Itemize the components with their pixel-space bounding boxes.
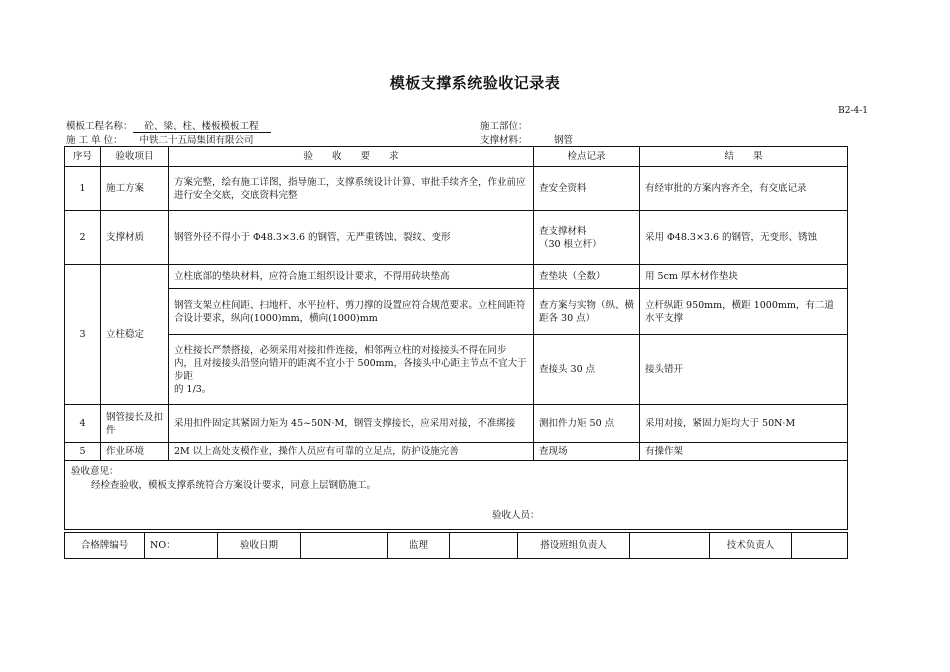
inspection-date-label: 验收日期 (218, 533, 301, 559)
team-leader-label: 搭设班组负责人 (518, 533, 630, 559)
team-leader-value (630, 533, 710, 559)
header-result: 结 果 (640, 147, 848, 167)
opinion-text: 经检查验收，模板支撑系统符合方案设计要求，同意上层钢筋施工。 (91, 480, 377, 491)
table-row (65, 335, 848, 405)
location-row (480, 118, 528, 132)
row-result: 用 5cm 厚木材作垫块 (640, 265, 848, 289)
row-check: 查接头 30 点 (534, 335, 640, 405)
row-result: 采用对接，紧固力矩均大于 50N·M (640, 405, 848, 443)
construction-unit-row (66, 132, 271, 147)
row-requirement: 采用扣件固定其紧固力矩为 45~50N·M，钢管支撑接长，应采用对接，不准绑接 (169, 405, 534, 443)
row-result: 采用 Φ48.3×3.6 的钢管，无变形、锈蚀 (640, 211, 848, 265)
row-requirement: 2M 以上高处支模作业，操作人员应有可靠的立足点，防护设施完善 (169, 443, 534, 461)
material-row (480, 132, 600, 147)
row-requirement: 钢管支架立柱间距、扫地杆、水平拉杆、剪刀撑的设置应符合规范要求。立柱间距符合设计要求，纵向(1000)mm，横向(1000)mm (169, 289, 534, 335)
row-item: 施工方案 (101, 167, 169, 211)
row-item: 立柱稳定 (101, 265, 169, 405)
row-check: 查现场 (534, 443, 640, 461)
opinion-signer: 验收人员： (492, 510, 540, 521)
opinion-cell (65, 461, 848, 530)
page-title: 模板支撑系统验收记录表 (389, 74, 561, 92)
signature-row (65, 533, 848, 559)
signature-table (64, 532, 848, 559)
row-seq: 4 (65, 405, 101, 443)
row-check: 查安全资料 (534, 167, 640, 211)
row-check: 测扣件力矩 50 点 (534, 405, 640, 443)
opinion-label: 验收意见： (71, 466, 119, 477)
row-requirement: 立柱接长严禁搭接，必须采用对接扣件连接，相邻两立柱的对接接头不得在同步 内，且对接接头沿竖向错开的距离不宜小于 500mm，各接头中心距主节点不宜大于步距 的 1/3。 (169, 335, 534, 405)
table-header-row (65, 147, 848, 167)
table-row (65, 289, 848, 335)
material-label: 支撑材料： (480, 135, 528, 146)
form-code: B2-4-1 (838, 106, 868, 116)
row-seq: 5 (65, 443, 101, 461)
row-item: 作业环境 (101, 443, 169, 461)
row-requirement: 立柱底部的垫块材料，应符合施工组织设计要求，不得用砖块垫高 (169, 265, 534, 289)
construction-unit-label: 施 工 单 位： (66, 135, 123, 146)
project-name-value: 砼、梁、柱、楼板模板工程 (133, 118, 271, 133)
table-row (65, 405, 848, 443)
cert-number-value: NO： (145, 533, 218, 559)
row-check: 查垫块（全数） (534, 265, 640, 289)
construction-unit-value: 中铁二十五局集团有限公司 (123, 132, 271, 147)
table-row (65, 167, 848, 211)
supervisor-value (450, 533, 518, 559)
row-item: 支撑材质 (101, 211, 169, 265)
location-label: 施工部位： (480, 121, 528, 132)
project-name-row (66, 118, 271, 133)
project-name-label: 模板工程名称： (66, 121, 133, 132)
material-value: 钢管 (528, 132, 600, 147)
row-check: 查支撑材料 （30 根立杆） (534, 211, 640, 265)
row-result: 接头错开 (640, 335, 848, 405)
table-row (65, 211, 848, 265)
supervisor-label: 监理 (388, 533, 450, 559)
header-seq: 序号 (65, 147, 101, 167)
row-item: 钢管接长及扣件 (101, 405, 169, 443)
row-requirement: 钢管外径不得小于 Φ48.3×3.6 的钢管，无严重锈蚀、裂纹、变形 (169, 211, 534, 265)
inspection-table (64, 146, 848, 530)
opinion-row (65, 461, 848, 530)
inspection-date-value (301, 533, 388, 559)
tech-leader-value (792, 533, 848, 559)
header-requirement: 验 收 要 求 (169, 147, 534, 167)
row-requirement: 方案完整，绘有施工详图，指导施工，支撑系统设计计算、审批手续齐全，作业前应进行安全交底，交底资料完整 (169, 167, 534, 211)
row-check: 查方案与实物（纵、横距各 30 点） (534, 289, 640, 335)
row-result: 有经审批的方案内容齐全，有交底记录 (640, 167, 848, 211)
table-row (65, 265, 848, 289)
row-seq: 2 (65, 211, 101, 265)
header-check: 检点记录 (534, 147, 640, 167)
cert-number-label: 合格牌编号 (65, 533, 145, 559)
table-row (65, 443, 848, 461)
row-seq: 3 (65, 265, 101, 405)
row-result: 立杆纵距 950mm，横距 1000mm，有二道水平支撑 (640, 289, 848, 335)
row-result: 有操作架 (640, 443, 848, 461)
row-seq: 1 (65, 167, 101, 211)
tech-leader-label: 技术负责人 (710, 533, 792, 559)
header-item: 验收项目 (101, 147, 169, 167)
